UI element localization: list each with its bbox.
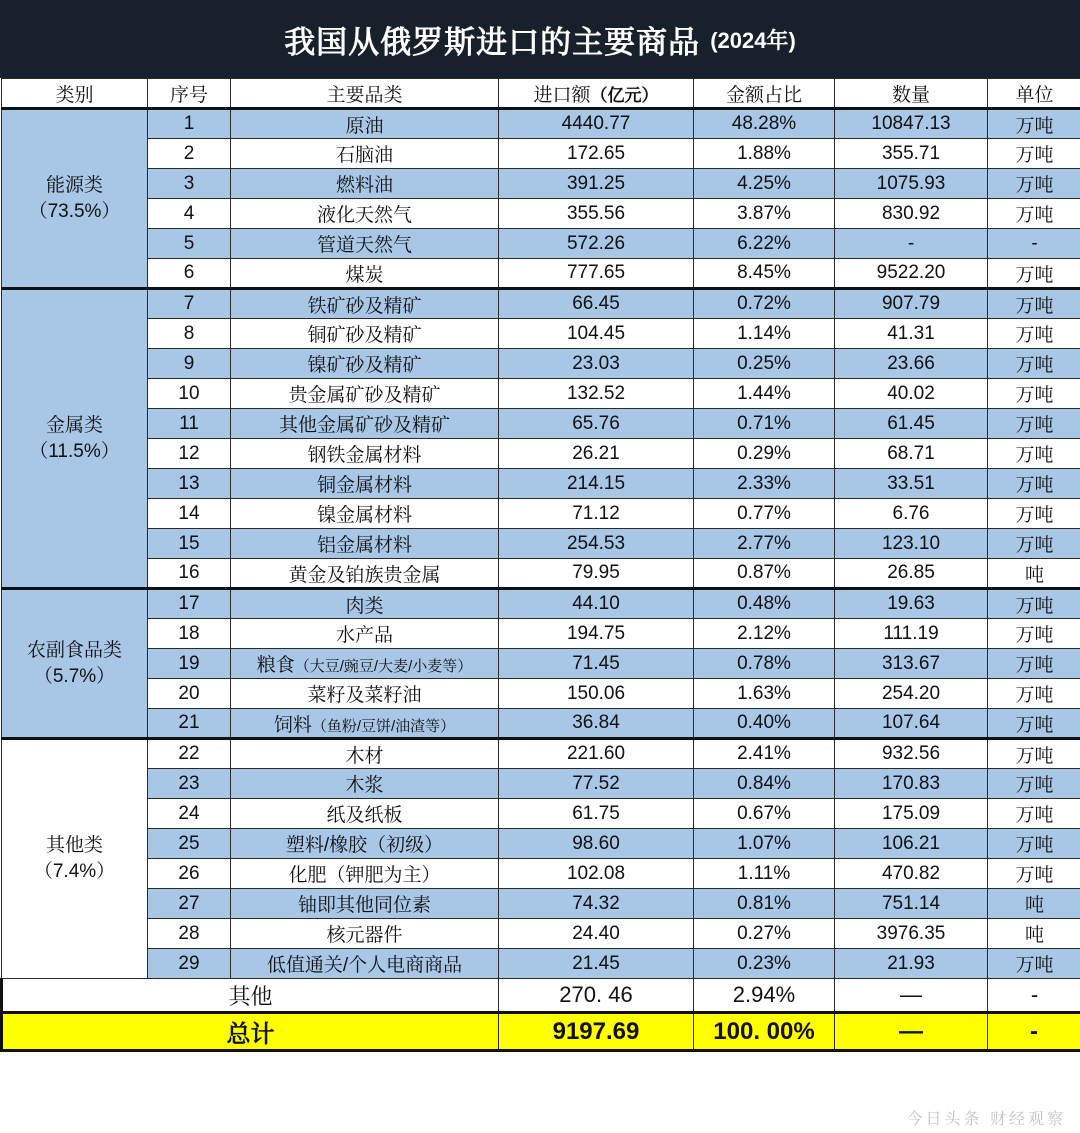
- row-amount-cell: 44.10: [499, 589, 694, 619]
- row-quantity-cell: 106.21: [835, 829, 988, 859]
- row-index-cell: 21: [148, 709, 231, 739]
- category-share: （73.5%）: [28, 200, 121, 222]
- row-share-cell: 0.71%: [694, 409, 835, 439]
- table-row: [2, 379, 1080, 409]
- row-unit-cell: 吨: [988, 889, 1080, 919]
- row-index-cell: 6: [148, 259, 231, 289]
- row-name-cell: 其他金属矿砂及精矿: [231, 409, 499, 439]
- row-amount-cell: 77.52: [499, 769, 694, 799]
- row-amount-cell: 355.56: [499, 199, 694, 229]
- other-label-cell: 其他: [2, 979, 499, 1013]
- row-index-cell: 13: [148, 469, 231, 499]
- col-header-amount: [499, 79, 694, 109]
- row-index-cell: 26: [148, 859, 231, 889]
- row-unit-cell: 万吨: [988, 349, 1080, 379]
- row-name-cell: 肉类: [231, 589, 499, 619]
- row-index-cell: 16: [148, 559, 231, 589]
- row-share-cell: 0.87%: [694, 559, 835, 589]
- row-quantity-cell: 19.63: [835, 589, 988, 619]
- row-quantity-cell: 932.56: [835, 739, 988, 769]
- row-share-cell: 1.88%: [694, 139, 835, 169]
- table-row: [2, 139, 1080, 169]
- row-quantity-cell: 111.19: [835, 619, 988, 649]
- row-index-cell: 25: [148, 829, 231, 859]
- row-quantity-cell: 175.09: [835, 799, 988, 829]
- row-share-cell: 0.25%: [694, 349, 835, 379]
- row-quantity-cell: 9522.20: [835, 259, 988, 289]
- row-amount-cell: 65.76: [499, 409, 694, 439]
- row-name-cell: 铜金属材料: [231, 469, 499, 499]
- row-name-cell: 木材: [231, 739, 499, 769]
- table-row: [2, 889, 1080, 919]
- table-row: [2, 859, 1080, 889]
- row-unit-cell: 万吨: [988, 769, 1080, 799]
- row-name-sub: （鱼粉/豆饼/油渣等）: [311, 717, 456, 735]
- row-share-cell: 0.40%: [694, 709, 835, 739]
- category-cell: [2, 289, 148, 589]
- row-share-cell: 2.12%: [694, 619, 835, 649]
- row-unit-cell: 万吨: [988, 799, 1080, 829]
- row-unit-cell: 万吨: [988, 439, 1080, 469]
- row-index-cell: 4: [148, 199, 231, 229]
- row-quantity-cell: 170.83: [835, 769, 988, 799]
- table-row: [2, 559, 1080, 589]
- row-share-cell: 1.11%: [694, 859, 835, 889]
- table-row: [2, 349, 1080, 379]
- table-row: [2, 949, 1080, 979]
- table-body: [2, 109, 1080, 1051]
- table-row: [2, 319, 1080, 349]
- page-title-year: (2024年): [710, 27, 796, 53]
- category-cell: [2, 109, 148, 289]
- row-index-cell: 14: [148, 499, 231, 529]
- row-unit-cell: 万吨: [988, 379, 1080, 409]
- table-header: [2, 79, 1080, 109]
- row-quantity-cell: 1075.93: [835, 169, 988, 199]
- table-row: [2, 199, 1080, 229]
- row-amount-cell: 777.65: [499, 259, 694, 289]
- row-name-sub: （大豆/豌豆/大麦/小麦等）: [294, 658, 473, 675]
- category-label: 金属类: [45, 414, 103, 436]
- row-share-cell: 1.44%: [694, 379, 835, 409]
- row-share-cell: 0.84%: [694, 769, 835, 799]
- row-index-cell: 29: [148, 949, 231, 979]
- row-index-cell: 28: [148, 919, 231, 949]
- row-name-cell: 黄金及铂族贵金属: [231, 559, 499, 589]
- category-cell: [2, 589, 148, 739]
- watermark: 今日头条 财经观察: [906, 1111, 1066, 1128]
- row-amount-cell: 36.84: [499, 709, 694, 739]
- row-amount-cell: 102.08: [499, 859, 694, 889]
- row-quantity-cell: 68.71: [835, 439, 988, 469]
- table-row: [2, 109, 1080, 139]
- row-share-cell: 1.63%: [694, 679, 835, 709]
- col-header-unit: 单位: [988, 79, 1080, 109]
- row-quantity-cell: 10847.13: [835, 109, 988, 139]
- row-unit-cell: 万吨: [988, 199, 1080, 229]
- row-unit-cell: 万吨: [988, 169, 1080, 199]
- table-row: [2, 679, 1080, 709]
- table-row: [2, 439, 1080, 469]
- other-share-cell: 2.94%: [694, 979, 835, 1013]
- row-name-cell: 菜籽及菜籽油: [231, 679, 499, 709]
- row-unit-cell: 万吨: [988, 829, 1080, 859]
- table-row: [2, 769, 1080, 799]
- row-name-cell: 化肥（钾肥为主）: [231, 859, 499, 889]
- row-amount-cell: 66.45: [499, 289, 694, 319]
- row-share-cell: 0.67%: [694, 799, 835, 829]
- row-amount-cell: 71.12: [499, 499, 694, 529]
- row-quantity-cell: -: [835, 229, 988, 259]
- row-index-cell: 24: [148, 799, 231, 829]
- category-label: 能源类: [45, 174, 103, 196]
- table-row: [2, 829, 1080, 859]
- table-row: [2, 799, 1080, 829]
- row-name-cell: 水产品: [231, 619, 499, 649]
- row-quantity-cell: 40.02: [835, 379, 988, 409]
- page-title: 我国从俄罗斯进口的主要商品: [284, 24, 701, 60]
- row-unit-cell: 万吨: [988, 739, 1080, 769]
- row-amount-cell: 21.45: [499, 949, 694, 979]
- row-quantity-cell: 470.82: [835, 859, 988, 889]
- row-name-cell: 木浆: [231, 769, 499, 799]
- row-amount-cell: 23.03: [499, 349, 694, 379]
- row-index-cell: 23: [148, 769, 231, 799]
- row-unit-cell: -: [988, 229, 1080, 259]
- row-quantity-cell: 3976.35: [835, 919, 988, 949]
- col-header-quantity: 数量: [835, 79, 988, 109]
- row-name-cell: 燃料油: [231, 169, 499, 199]
- row-unit-cell: 万吨: [988, 679, 1080, 709]
- row-share-cell: 2.41%: [694, 739, 835, 769]
- row-name-cell: 液化天然气: [231, 199, 499, 229]
- row-quantity-cell: 33.51: [835, 469, 988, 499]
- row-index-cell: 3: [148, 169, 231, 199]
- table-row: [2, 709, 1080, 739]
- row-unit-cell: 万吨: [988, 949, 1080, 979]
- row-quantity-cell: 830.92: [835, 199, 988, 229]
- row-unit-cell: 万吨: [988, 469, 1080, 499]
- row-name-cell: 铁矿砂及精矿: [231, 289, 499, 319]
- category-share: （7.4%）: [33, 861, 116, 882]
- table-row: [2, 229, 1080, 259]
- row-amount-cell: 98.60: [499, 829, 694, 859]
- col-header-name: 主要品类: [231, 79, 499, 109]
- row-name-cell: 核元器件: [231, 919, 499, 949]
- row-amount-cell: 214.15: [499, 469, 694, 499]
- table-row: [2, 469, 1080, 499]
- row-quantity-cell: 254.20: [835, 679, 988, 709]
- row-name-cell: 管道天然气: [231, 229, 499, 259]
- row-quantity-cell: 751.14: [835, 889, 988, 919]
- row-name-cell: 饲料（鱼粉/豆饼/油渣等）: [231, 709, 499, 739]
- total-label-cell: 总计: [2, 1013, 499, 1051]
- row-unit-cell: 吨: [988, 559, 1080, 589]
- category-cell: [2, 739, 148, 979]
- total-unit-cell: -: [988, 1013, 1080, 1051]
- row-index-cell: 15: [148, 529, 231, 559]
- row-name-cell: 原油: [231, 109, 499, 139]
- row-share-cell: 3.87%: [694, 199, 835, 229]
- row-amount-cell: 74.32: [499, 889, 694, 919]
- row-index-cell: 17: [148, 589, 231, 619]
- col-header-amount-unit: （亿元）: [590, 85, 659, 105]
- table-row: [2, 409, 1080, 439]
- row-name-cell: 煤炭: [231, 259, 499, 289]
- row-index-cell: 5: [148, 229, 231, 259]
- row-quantity-cell: 23.66: [835, 349, 988, 379]
- row-index-cell: 11: [148, 409, 231, 439]
- row-quantity-cell: 26.85: [835, 559, 988, 589]
- row-index-cell: 9: [148, 349, 231, 379]
- row-name-cell: 低值通关/个人电商商品: [231, 949, 499, 979]
- table-row: [2, 169, 1080, 199]
- row-quantity-cell: 123.10: [835, 529, 988, 559]
- col-header-category: 类别: [2, 79, 148, 109]
- col-header-index: 序号: [148, 79, 231, 109]
- row-name-cell: 钢铁金属材料: [231, 439, 499, 469]
- row-amount-cell: 132.52: [499, 379, 694, 409]
- row-amount-cell: 61.75: [499, 799, 694, 829]
- table-row: [2, 589, 1080, 619]
- table-row: [2, 499, 1080, 529]
- row-quantity-cell: 61.45: [835, 409, 988, 439]
- table-row: [2, 919, 1080, 949]
- row-amount-cell: 71.45: [499, 649, 694, 679]
- row-name-cell: 镍金属材料: [231, 499, 499, 529]
- row-name-cell: 石脑油: [231, 139, 499, 169]
- import-goods-table: [0, 78, 1080, 1052]
- row-share-cell: 2.77%: [694, 529, 835, 559]
- row-unit-cell: 万吨: [988, 259, 1080, 289]
- other-unit-cell: -: [988, 979, 1080, 1013]
- total-share-cell: 100. 00%: [694, 1013, 835, 1051]
- row-index-cell: 22: [148, 739, 231, 769]
- total-amount-cell: 9197.69: [499, 1013, 694, 1051]
- row-index-cell: 7: [148, 289, 231, 319]
- other-quantity-cell: —: [835, 979, 988, 1013]
- row-unit-cell: 万吨: [988, 289, 1080, 319]
- row-share-cell: 0.81%: [694, 889, 835, 919]
- row-share-cell: 0.29%: [694, 439, 835, 469]
- row-unit-cell: 万吨: [988, 409, 1080, 439]
- row-name-cell: 铜矿砂及精矿: [231, 319, 499, 349]
- row-index-cell: 27: [148, 889, 231, 919]
- row-unit-cell: 万吨: [988, 499, 1080, 529]
- table-row: [2, 739, 1080, 769]
- row-share-cell: 0.23%: [694, 949, 835, 979]
- row-unit-cell: 万吨: [988, 139, 1080, 169]
- row-share-cell: 48.28%: [694, 109, 835, 139]
- row-share-cell: 6.22%: [694, 229, 835, 259]
- table-row: [2, 289, 1080, 319]
- row-name-cell: 铀即其他同位素: [231, 889, 499, 919]
- row-unit-cell: 万吨: [988, 319, 1080, 349]
- category-share: （11.5%）: [29, 440, 120, 462]
- other-row: [2, 979, 1080, 1013]
- row-unit-cell: 万吨: [988, 619, 1080, 649]
- row-unit-cell: 吨: [988, 919, 1080, 949]
- col-header-share: 金额占比: [694, 79, 835, 109]
- title-bar: [0, 0, 1080, 78]
- row-unit-cell: 万吨: [988, 589, 1080, 619]
- row-quantity-cell: 107.64: [835, 709, 988, 739]
- row-quantity-cell: 6.76: [835, 499, 988, 529]
- row-share-cell: 8.45%: [694, 259, 835, 289]
- table-header-row: [2, 79, 1080, 109]
- row-quantity-cell: 313.67: [835, 649, 988, 679]
- row-quantity-cell: 41.31: [835, 319, 988, 349]
- row-share-cell: 0.48%: [694, 589, 835, 619]
- row-unit-cell: 万吨: [988, 709, 1080, 739]
- row-index-cell: 10: [148, 379, 231, 409]
- row-amount-cell: 572.26: [499, 229, 694, 259]
- row-index-cell: 19: [148, 649, 231, 679]
- table-row: [2, 619, 1080, 649]
- row-index-cell: 20: [148, 679, 231, 709]
- row-quantity-cell: 907.79: [835, 289, 988, 319]
- row-amount-cell: 79.95: [499, 559, 694, 589]
- total-row: [2, 1013, 1080, 1051]
- row-name-cell: 铝金属材料: [231, 529, 499, 559]
- total-quantity-cell: —: [835, 1013, 988, 1051]
- row-share-cell: 1.07%: [694, 829, 835, 859]
- row-name-cell: 纸及纸板: [231, 799, 499, 829]
- row-amount-cell: 194.75: [499, 619, 694, 649]
- row-amount-cell: 26.21: [499, 439, 694, 469]
- category-label: 其他类: [45, 835, 103, 857]
- col-header-amount-text: 进口额: [533, 84, 591, 106]
- row-index-cell: 12: [148, 439, 231, 469]
- table-row: [2, 259, 1080, 289]
- row-amount-cell: 172.65: [499, 139, 694, 169]
- row-amount-cell: 24.40: [499, 919, 694, 949]
- row-unit-cell: 万吨: [988, 109, 1080, 139]
- row-index-cell: 8: [148, 319, 231, 349]
- row-share-cell: 4.25%: [694, 169, 835, 199]
- row-unit-cell: 万吨: [988, 859, 1080, 889]
- row-share-cell: 0.72%: [694, 289, 835, 319]
- row-index-cell: 18: [148, 619, 231, 649]
- row-index-cell: 2: [148, 139, 231, 169]
- row-quantity-cell: 355.71: [835, 139, 988, 169]
- row-name-cell: 粮食（大豆/豌豆/大麦/小麦等）: [231, 649, 499, 679]
- row-unit-cell: 万吨: [988, 529, 1080, 559]
- row-amount-cell: 4440.77: [499, 109, 694, 139]
- row-share-cell: 0.78%: [694, 649, 835, 679]
- category-label: 农副食品类: [26, 639, 122, 661]
- table-row: [2, 529, 1080, 559]
- table-row: [2, 649, 1080, 679]
- row-share-cell: 1.14%: [694, 319, 835, 349]
- row-unit-cell: 万吨: [988, 649, 1080, 679]
- row-share-cell: 0.77%: [694, 499, 835, 529]
- row-share-cell: 0.27%: [694, 919, 835, 949]
- row-amount-cell: 221.60: [499, 739, 694, 769]
- row-quantity-cell: 21.93: [835, 949, 988, 979]
- row-amount-cell: 254.53: [499, 529, 694, 559]
- row-amount-cell: 104.45: [499, 319, 694, 349]
- row-amount-cell: 391.25: [499, 169, 694, 199]
- category-share: （5.7%）: [33, 665, 116, 687]
- other-amount-cell: 270. 46: [499, 979, 694, 1013]
- row-name-cell: 塑料/橡胶（初级）: [231, 829, 499, 859]
- row-amount-cell: 150.06: [499, 679, 694, 709]
- row-share-cell: 2.33%: [694, 469, 835, 499]
- row-index-cell: 1: [148, 109, 231, 139]
- row-name-cell: 贵金属矿砂及精矿: [231, 379, 499, 409]
- row-name-cell: 镍矿砂及精矿: [231, 349, 499, 379]
